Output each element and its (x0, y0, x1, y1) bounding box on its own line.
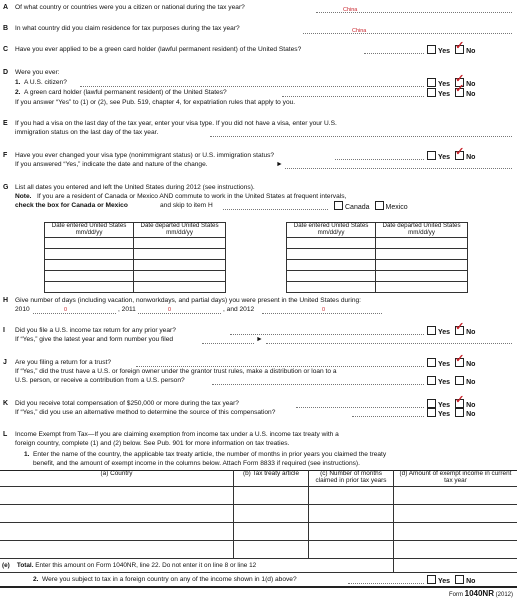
table-row[interactable] (287, 282, 468, 293)
item-k-letter: K (3, 400, 9, 407)
item-b-letter: B (3, 25, 9, 32)
residence-country-input[interactable]: China (352, 28, 367, 34)
arrow-icon: ► (256, 336, 263, 343)
item-h-letter: H (3, 297, 9, 304)
days-2012-input[interactable]: 0 (322, 307, 326, 313)
footer-rule (0, 586, 517, 588)
item-d2-options: Yes✓ No (427, 88, 480, 100)
col-date-departed: Date departed United States mm/dd/yy (134, 223, 226, 238)
item-i-no-checkbox[interactable] (455, 326, 464, 335)
table-row[interactable] (0, 505, 517, 523)
item-d-question: Were you ever: (15, 69, 60, 76)
table-row[interactable] (287, 271, 468, 282)
item-d1-number: 1. (15, 79, 21, 86)
table-row[interactable] (0, 541, 517, 559)
item-j-line3: U.S. person, or receive a contribution from a U.S. person? (15, 377, 185, 384)
days-2010-input[interactable]: 0 (64, 307, 68, 313)
item-j-options: Yes✓ No (427, 358, 480, 370)
col-date-entered: Date entered United States mm/dd/yy (45, 223, 134, 238)
item-g-line2: If you are a resident of Canada or Mexico AND commute to work in the United States at frequent intervals, (37, 193, 347, 200)
item-k-no-checkbox[interactable] (455, 399, 464, 408)
canada-checkbox[interactable] (334, 201, 343, 210)
table-row[interactable] (45, 238, 226, 249)
item-b-question: In what country did you claim residence for tax purposes during the tax year? (15, 25, 240, 32)
item-d2-yes-checkbox[interactable] (427, 88, 436, 97)
item-f-no-checkbox[interactable] (455, 151, 464, 160)
item-j-yes-checkbox[interactable] (427, 358, 436, 367)
item-f-options: Yes✓ No (427, 151, 480, 163)
form-year: (2012) (495, 592, 513, 598)
table-row[interactable] (0, 523, 517, 541)
item-l-line2: foreign country, complete (1) and (2) below. See Pub. 901 for more information on tax treaties. (15, 440, 290, 447)
visa-type-input[interactable] (210, 136, 512, 137)
footer-form-label: Form 1040NR (2012) (448, 589, 513, 598)
item-j-line2: If “Yes,” did the trust have a U.S. or foreign owner under the grantor trust rules, make a distribution or loan to a (15, 368, 337, 375)
item-j-letter: J (3, 359, 7, 366)
item-g-line3b: and skip to item H (160, 202, 213, 209)
item-f-yes-checkbox[interactable] (427, 151, 436, 160)
item-j-no-checkbox[interactable] (455, 358, 464, 367)
item-e-line2: immigration status on the last day of the tax year. (15, 129, 159, 136)
year-2011-label: , 2011 (118, 306, 136, 313)
total-label: Total. (16, 561, 34, 569)
table-row[interactable] (45, 249, 226, 260)
item-h-line1: Give number of days (including vacation, nonworkdays, and partial days) you were present in the United States during: (15, 297, 361, 304)
item-i-line1: Did you file a U.S. income tax return for any prior year? (15, 327, 176, 334)
item-c-yes-checkbox[interactable] (427, 45, 436, 54)
col-treaty-article: (b) Tax treaty article (234, 470, 309, 487)
col-country: (a) Country (0, 470, 234, 487)
item-k-line2: If “Yes,” did you use an alternative method to determine the source of this compensation? (15, 409, 276, 416)
mexico-checkbox[interactable] (375, 201, 384, 210)
item-l1-line2: benefit, and the amount of exempt income in the columns below. Attach Form 8833 if required (see instructions). (33, 460, 360, 467)
item-c-options: Yes✓ No (427, 45, 480, 57)
item-i-yes-checkbox[interactable] (427, 326, 436, 335)
item-d-note: If you answer “Yes” to (1) or (2), see Pub. 519, chapter 4, for expatriation rules that apply to you. (15, 99, 296, 106)
item-j-trust-no-checkbox[interactable] (455, 376, 464, 385)
item-d-letter: D (3, 69, 9, 76)
item-k-method-options: Yes No (427, 408, 480, 420)
item-l-line1: Income Exempt from Tax—If you are claiming exemption from income tax under a U.S. income tax treaty with a (15, 431, 339, 438)
item-d2-number: 2. (15, 89, 21, 96)
item-i-letter: I (3, 327, 5, 334)
dates-table-left (44, 222, 226, 293)
table-row[interactable] (287, 249, 468, 260)
total-amount-input[interactable] (394, 559, 517, 573)
item-l2-number: 2. (33, 576, 39, 583)
item-d2-question: A green card holder (lawful permanent resident) of the United States? (24, 89, 227, 96)
col-months-claimed: (c) Number of months claimed in prior tax years (309, 470, 394, 487)
item-k-method-yes-checkbox[interactable] (427, 408, 436, 417)
table-row[interactable] (287, 238, 468, 249)
col-exempt-income: (d) Amount of exempt income in current tax year (394, 470, 517, 487)
col-date-departed: Date departed United States mm/dd/yy (376, 223, 468, 238)
item-j-line1: Are you filing a return for a trust? (15, 359, 112, 366)
form-number: 1040NR (464, 589, 494, 598)
item-d1-options: Yes✓ No (427, 78, 480, 90)
days-2011-input[interactable]: 0 (168, 307, 172, 313)
item-g-line3: check the box for Canada or Mexico (15, 202, 128, 209)
table-row[interactable] (287, 260, 468, 271)
item-k-yes-checkbox[interactable] (427, 399, 436, 408)
item-a-question: Of what country or countries were you a citizen or national during the tax year? (15, 4, 245, 11)
item-f-line2: If you answered “Yes,” indicate the date and nature of the change. (15, 161, 208, 168)
canada-mexico-options: Canada Mexico (334, 201, 413, 213)
item-l2-question: Were you subject to tax in a foreign country on any of the income shown in 1(d) above? (42, 576, 297, 583)
item-k-line1: Did you receive total compensation of $250,000 or more during the tax year? (15, 400, 239, 407)
visa-change-input[interactable] (285, 168, 512, 169)
item-k-options: Yes✓ No (427, 399, 480, 411)
item-g-note-label: Note. (15, 193, 32, 200)
item-l2-no-checkbox[interactable] (455, 575, 464, 584)
item-l1-number: 1. (24, 451, 30, 458)
table-row[interactable] (0, 487, 517, 505)
arrow-icon: ► (276, 161, 283, 168)
total-row[interactable] (0, 559, 517, 573)
line-e-label: (e) (2, 561, 10, 569)
item-c-no-checkbox[interactable] (455, 45, 464, 54)
table-row[interactable] (45, 271, 226, 282)
item-l2-yes-checkbox[interactable] (427, 575, 436, 584)
item-d1-question: A U.S. citizen? (24, 79, 67, 86)
table-row[interactable] (45, 260, 226, 271)
item-l2-options: Yes No (427, 575, 480, 587)
item-g-line1: List all dates you entered and left the United States during 2012 (see instructions). (15, 184, 255, 191)
item-l1-line1: Enter the name of the country, the applicable tax treaty article, the number of months in prior years you claimed the treaty (33, 451, 387, 458)
year-2012-label: , and 2012 (223, 306, 255, 313)
item-e-line1: If you had a visa on the last day of the tax year, enter your visa type. If you did not have a visa, enter your U.S. (15, 120, 337, 127)
item-f-letter: F (3, 152, 8, 159)
item-c-question: Have you ever applied to be a green card holder (lawful permanent resident) of the United States? (15, 46, 302, 53)
item-a-letter: A (3, 4, 9, 11)
dates-table-right (286, 222, 468, 293)
treaty-table (0, 470, 517, 573)
item-d2-no-checkbox[interactable] (455, 88, 464, 97)
item-i-line2: If “Yes,” give the latest year and form number you filed (15, 336, 174, 343)
citizenship-country-input[interactable]: China (343, 7, 358, 13)
latest-year-input[interactable] (266, 343, 512, 344)
item-k-method-no-checkbox[interactable] (455, 408, 464, 417)
year-2010-label: 2010 (15, 306, 30, 313)
item-g-letter: G (3, 184, 9, 191)
item-c-letter: C (3, 46, 9, 53)
total-instructions: Enter this amount on Form 1040NR, line 22. Do not enter it on line 8 or line 12 (35, 561, 257, 569)
item-e-letter: E (3, 120, 8, 127)
item-f-line1: Have you ever changed your visa type (nonimmigrant status) or U.S. immigration status? (15, 152, 275, 159)
item-i-options: Yes✓ No (427, 326, 480, 338)
table-row[interactable] (45, 282, 226, 293)
item-j-trust-yes-checkbox[interactable] (427, 376, 436, 385)
col-date-entered: Date entered United States mm/dd/yy (287, 223, 376, 238)
item-l-letter: L (3, 431, 8, 438)
item-j-trust-options: Yes No (427, 376, 480, 388)
item-d1-yes-checkbox[interactable] (427, 78, 436, 87)
